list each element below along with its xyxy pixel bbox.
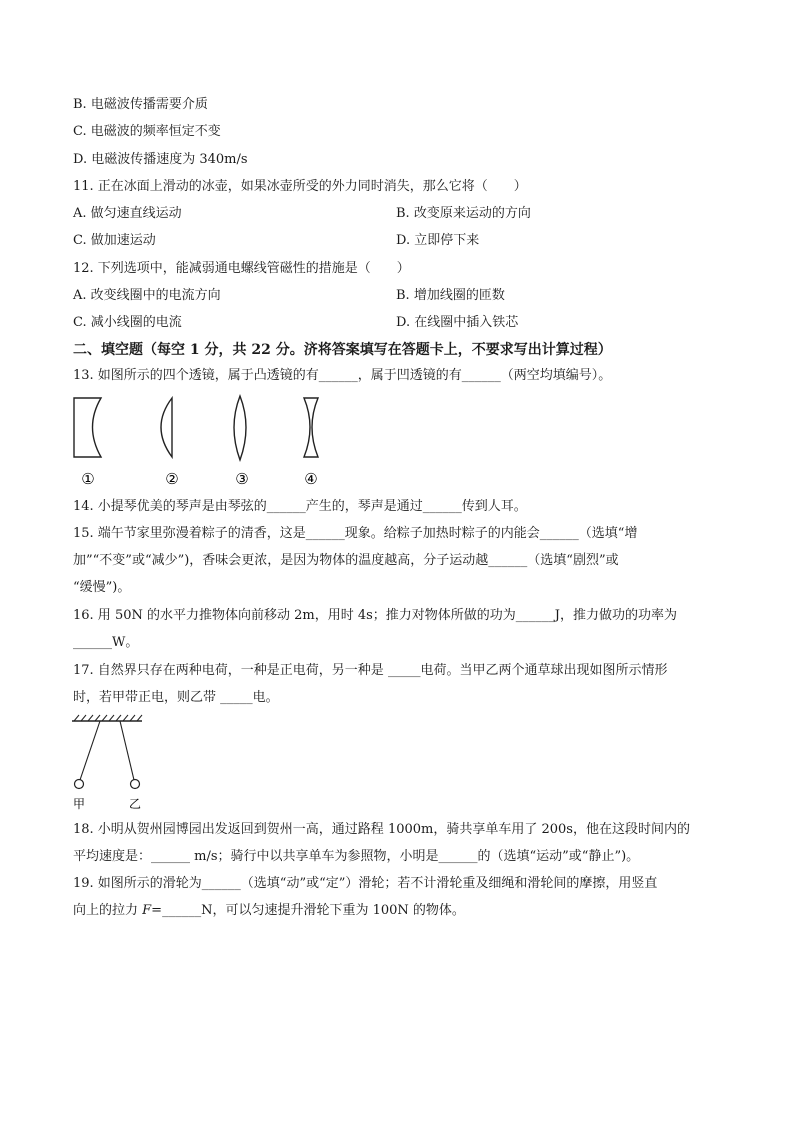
ball-jia	[75, 780, 84, 789]
q18-line1: 18. 小明从贺州园博园出发返回到贺州一高，通过路程 1000m，骑共享单车用了 200s，他在这段时间内的	[73, 822, 690, 837]
lens-figure	[70, 394, 340, 492]
q15-line3: “缓慢”)。	[73, 580, 131, 595]
q12-option-a: A. 改变线圈中的电流方向	[73, 288, 221, 303]
label-jia: 甲	[72, 797, 86, 811]
q10-option-c: C. 电磁波的频率恒定不变	[73, 124, 221, 139]
q11-option-c: C. 做加速运动	[73, 233, 156, 248]
lens-label-4: ④	[304, 470, 318, 488]
string-jia	[80, 721, 100, 780]
q12-option-b: B. 增加线圈的匝数	[396, 288, 505, 303]
q12-stem: 12. 下列选项中，能减弱通电螺线管磁性的措施是（ ）	[73, 261, 410, 276]
string-yi	[120, 721, 134, 780]
q16-line1: 16. 用 50N 的水平力推物体向前移动 2m，用时 4s；推力对物体所做的功为______J，推力做功的功率为	[73, 608, 678, 623]
q11-stem: 11. 正在冰面上滑动的冰壶，如果冰壶所受的外力同时消失，那么它将（ ）	[73, 179, 527, 194]
q16-line2: ______W。	[73, 635, 139, 650]
q13-stem: 13. 如图所示的四个透镜，属于凸透镜的有______，属于凹透镜的有______（两空均填编号）。	[73, 368, 612, 383]
q19-line2-prefix: 向上的拉力	[73, 903, 143, 918]
lens-2-plano-convex	[161, 398, 172, 457]
lens-1-plano-concave	[74, 398, 101, 457]
q11-option-d: D. 立即停下来	[396, 233, 480, 248]
q15-line1: 15. 端午节家里弥漫着粽子的清香，这是______现象。给粽子加热时粽子的内能会______（选填“增	[73, 526, 638, 541]
ceiling-hatch	[74, 715, 142, 721]
q12-option-d: D. 在线圈中插入铁芯	[396, 315, 519, 330]
q18-line2: 平均速度是：______ m/s；骑行中以共享单车为参照物，小明是______的（选填“运动”或“静止”)。	[73, 849, 640, 864]
label-yi: 乙	[128, 797, 142, 811]
q12-option-c: C. 减小线圈的电流	[73, 315, 182, 330]
q15-line2: 加”“不变”或“减少”)，香味会更浓，是因为物体的温度越高，分子运动越______（选填“剧烈”或	[73, 553, 619, 568]
q11-option-a: A. 做匀速直线运动	[73, 206, 182, 221]
lens-4-biconcave	[304, 398, 318, 457]
q19-line1: 19. 如图所示的滑轮为______（选填“动”或“定”）滑轮；若不计滑轮重及细绳和滑轮间的摩擦，用竖直	[73, 876, 658, 891]
force-variable: F	[142, 903, 152, 918]
section-title: 二、填空题（每空 1 分，共 22 分。济将答案填写在答题卡上，不要求写出计算过程）	[73, 342, 612, 358]
q10-option-b: B. 电磁波传播需要介质	[73, 97, 208, 112]
q17-line1: 17. 自然界只存在两种电荷，一种是正电荷，另一种是 _____电荷。当甲乙两个通草球出现如图所示情形	[73, 663, 668, 678]
q19-line2	[73, 902, 465, 920]
lens-label-1: ①	[81, 470, 95, 488]
q11-option-b: B. 改变原来运动的方向	[396, 206, 531, 221]
q19-line2-suffix: =______N，可以匀速提升滑轮下重为 100N 的物体。	[151, 903, 465, 918]
q10-option-d: D. 电磁波传播速度为 340m/s	[73, 152, 248, 167]
charged-balls-figure	[70, 712, 150, 812]
lens-label-3: ③	[235, 470, 249, 488]
q17-line2: 时，若甲带正电，则乙带 _____电。	[73, 690, 279, 705]
lens-3-biconvex	[234, 396, 246, 460]
q14-text: 14. 小提琴优美的琴声是由琴弦的______产生的，琴声是通过______传到人耳。	[73, 499, 527, 514]
lens-label-2: ②	[165, 470, 179, 488]
ball-yi	[131, 780, 140, 789]
